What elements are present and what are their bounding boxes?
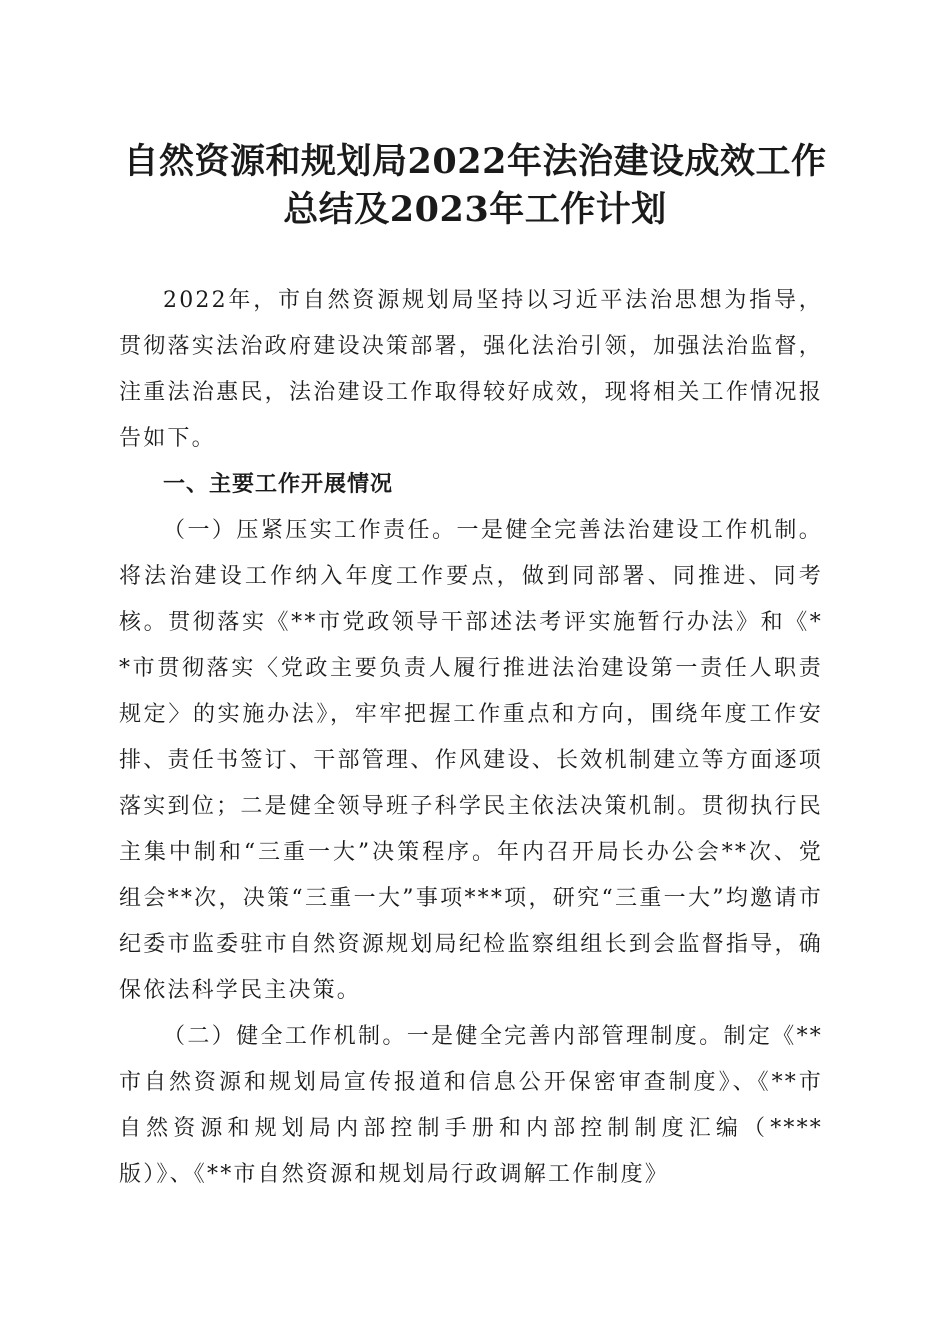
document-body (119, 278, 823, 1198)
document-title (0, 138, 950, 234)
title-line-2: 总结及2023年工作计划 (283, 189, 667, 230)
section-heading: 一、主要工作开展情况 (163, 472, 394, 497)
intro-paragraph: 2022年，市自然资源规划局坚持以习近平法治思想为指导，贯彻落实法治政府建设决策部署，强化法治引领，加强法治监督，注重法治惠民，法治建设工作取得较好成效，现将相关工作情况报告如下。 (119, 288, 823, 451)
paragraph-mechanism: （二）健全工作机制。一是健全完善内部管理制度。制定《**市自然资源和规划局宣传报道和信息公开保密审查制度》、《**市自然资源和规划局内部控制手册和内部控制制度汇编（****版）》、《**市自然资源和规划局行政调解工作制度》 (119, 1024, 823, 1187)
title-line-1: 自然资源和规划局2022年法治建设成效工作 (123, 141, 827, 182)
paragraph-responsibility: （一）压紧压实工作责任。一是健全完善法治建设工作机制。将法治建设工作纳入年度工作要点，做到同部署、同推进、同考核。贯彻落实《**市党政领导干部述法考评实施暂行办法》和《**市贯彻落实〈党政主要负责人履行推进法治建设第一责任人职责规定〉的实施办法》，牢牢把握工作重点和方向，围绕年度工作安排、责任书签订、干部管理、作风建设、长效机制建立等方面逐项落实到位；二是健全领导班子科学民主依法决策机制。贯彻执行民主集中制和“三重一大”决策程序。年内召开局长办公会**次、党组会**次，决策“三重一大”事项***项，研究“三重一大”均邀请市纪委市监委驻市自然资源规划局纪检监察组组长到会监督指导，确保依法科学民主决策。 (119, 518, 823, 1003)
